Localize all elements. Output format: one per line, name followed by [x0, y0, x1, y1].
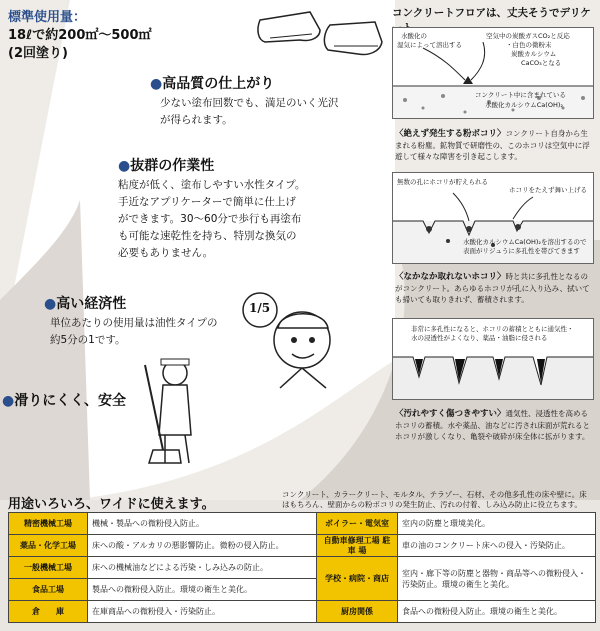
panel1-label-2: 湿気によって溶出する [397, 41, 462, 49]
category-cell: 自動車修理工場 駐 車 場 [317, 535, 398, 557]
usage-coats: (2回塗り) [8, 46, 68, 61]
panel1-label-1: 水酸化の [401, 32, 427, 40]
diagram-panel-stains [392, 318, 594, 400]
description-cell: 車の油のコンクリート床への侵入・汚染防止。 [398, 535, 596, 557]
panel3-label-1: 非常に多孔性になると、ホコリの蓄積とともに通気性・ [411, 325, 574, 333]
feature-title-quality: ●高品質の仕上がり [150, 76, 275, 92]
category-cell: 学校・病院・商店 [317, 557, 398, 601]
table-row [9, 601, 596, 623]
category-cell: 精密機械工場 [9, 513, 88, 535]
category-cell: 食品工場 [9, 579, 88, 601]
panel1-label-7: コンクリート中に含まれている [475, 91, 566, 99]
description-cell: 室内・廊下等の防塵と器物・商品等への微粉侵入・汚染防止。環境の衛生と美化。 [398, 557, 596, 601]
description-cell: 床への酸・アルカリの悪影響防止。微粉の侵入防止。 [88, 535, 317, 557]
caption-dust: 〈絶えず発生する粉ボコリ〉コンクリート自身から生まれる粉塵。鉱物質で研磨性の、このホコリは空気中に浮遊して様々な障害を引き起こします。 [395, 129, 590, 161]
worker-badge-illustration [240, 280, 350, 390]
feature-title-workability: ●抜群の作業性 [118, 158, 215, 174]
uses-title: 用途いろいろ、ワイドに使えます。 [8, 497, 215, 512]
description-cell: 機械・製品への微粉侵入防止。 [88, 513, 317, 535]
one-fifth-badge: 1/5 [249, 301, 271, 315]
category-cell: ボイラー・電気室 [317, 513, 398, 535]
panel1-label-4: ・白色の微粉末 [506, 41, 552, 49]
table-row [9, 557, 596, 579]
category-cell: 倉 庫 [9, 601, 88, 623]
diagram-panel-pores [392, 172, 594, 264]
panel2-label-2: ホコリをたえず舞い上げる [509, 186, 587, 194]
feature-body-workability: 粘度が低く、塗布しやすい水性タイプ。 手近なアプリケーターで簡単に仕上げ ができます。30〜60分で歩行も再塗布 も可能な速乾性を持ち、特別な換気の 必要もありません。 [118, 179, 306, 259]
feature-body-economy: 単位あたりの使用量は油性タイプの 約5分の1です。 [50, 317, 218, 346]
category-cell: 厨房関係 [317, 601, 398, 623]
panel1-label-5: 炭酸カルシウム [511, 50, 557, 58]
uses-table [8, 512, 596, 623]
diagram-panel-dust [392, 27, 594, 119]
category-cell: 薬品・化学工場 [9, 535, 88, 557]
panel1-label-8: 水酸化カルシウムCa(OH)₂ [485, 101, 563, 109]
caption-pores: 〈なかなか取れないホコリ〉時と共に多孔性となるのがコンクリート。あらゆるホコリが孔に入り込み、拭いても掃いても取りきれず、蓄積されます。 [395, 272, 590, 304]
panel1-label-6: CaCO₃となる [521, 59, 562, 67]
panel2-label-4: 表面がリジュうに多孔性を帯びてきます [463, 247, 580, 255]
uses-note: コンクリート、カラークリート、モルタル、テラゾー、石材、その他多孔性の床や壁に。床はもちろん、壁面からの粉ボコリの発生防止、汚れの付着、しみ込み防止に役立ちます。 [282, 490, 587, 509]
description-cell: 床への機械油などによる汚染・しみ込みの防止。 [88, 557, 317, 579]
shoes-illustration [250, 0, 385, 62]
usage-heading: 標準使用量： [8, 10, 87, 25]
right-column-title: コンクリートフロアは、丈夫そうでデリケ [392, 7, 591, 19]
panel2-label-3: 水酸化カルシウムCa(OH)₂を溶出するので [463, 238, 587, 246]
feature-title-economy: ●高い経済性 [44, 296, 127, 312]
table-row [9, 535, 596, 557]
panel3-label-2: 水の浸透性がよくなり、薬品・油脂に侵される [411, 334, 548, 342]
caption-stains: 〈汚れやすく傷つきやすい〉通気性、浸透性を高めるホコリの蓄積。水や薬品、油などに汚され床面が荒れるとホコリが激しくなり、亀裂や破砕が床全体に拡がります。 [395, 409, 590, 441]
panel2-label-1: 無数の孔にホコリが貯えられる [397, 178, 488, 186]
category-cell: 一般機械工場 [9, 557, 88, 579]
description-cell: 室内の防塵と環境美化。 [398, 513, 596, 535]
description-cell: 製品への微粉侵入防止。環境の衛生と美化。 [88, 579, 317, 601]
description-cell: 食品への微粉侵入防止。環境の衛生と美化。 [398, 601, 596, 623]
usage-amount: 18ℓで約200㎡〜500㎡ [8, 28, 152, 43]
panel1-label-3: 空気中の炭酸ガスCO₂と反応 [486, 32, 570, 40]
description-cell: 在庫商品への微粉侵入・汚染防止。 [88, 601, 317, 623]
feature-body-quality: 少ない塗布回数でも、満足のいく光沢 が得られます。 [160, 97, 339, 126]
feature-title-safety: ●滑りにくく、安全 [2, 393, 126, 409]
table-row [9, 513, 596, 535]
sweeper-illustration [135, 355, 210, 470]
